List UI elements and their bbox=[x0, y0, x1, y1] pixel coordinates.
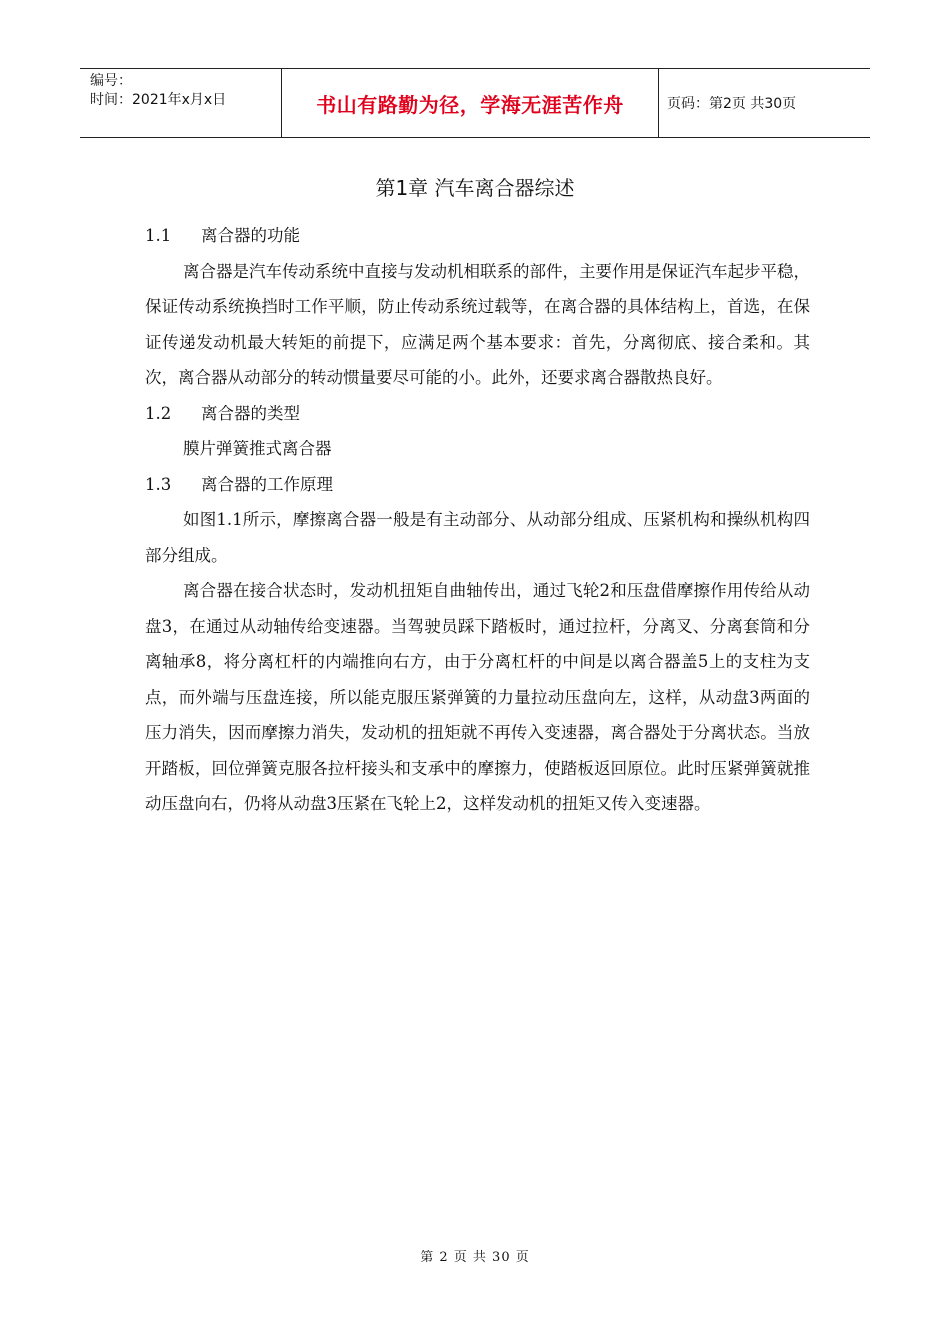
paragraph: 如图1.1所示，摩擦离合器一般是有主动部分、从动部分组成、压紧机构和操纵机构四部分组成。 bbox=[145, 510, 810, 565]
section-heading bbox=[145, 467, 810, 503]
section-number: 1.3 bbox=[145, 474, 172, 494]
paragraph: 离合器是汽车传动系统中直接与发动机相联系的部件，主要作用是保证汽车起步平稳，保证传动系统换挡时工作平顺，防止传动系统过载等，在离合器的具体结构上，首选，在保证传递发动机最大转矩的前提下，应满足两个基本要求：首先，分离彻底、接合柔和。其次，离合器从动部分的转动惯量要尽可能的小。此外，还要求离合器散热良好。 bbox=[145, 261, 810, 387]
header-meta bbox=[80, 69, 282, 137]
page-header bbox=[80, 68, 870, 138]
paragraph: 离合器在接合状态时，发动机扭矩自曲轴传出，通过飞轮2和压盘借摩擦作用传给从动盘3，在通过从动轴传给变速器。当驾驶员踩下踏板时，通过拉杆，分离叉、分离套筒和分离轴承8，将分离杠杆的内端推向右方，由于分离杠杆的中间是以离合器盖5上的支柱为支点，而外端与压盘连接，所以能克服压紧弹簧的力量拉动压盘向左，这样，从动盘3两面的压力消失，因而摩擦力消失，发动机的扭矩就不再传入变速器，离合器处于分离状态。当放开踏板，回位弹簧克服各拉杆接头和支承中的摩擦力，使踏板返回原位。此时压紧弹簧就推动压盘向右，仍将从动盘3压紧在飞轮上2，这样发动机的扭矩又传入变速器。 bbox=[145, 581, 810, 813]
section-number: 1.1 bbox=[145, 226, 172, 245]
header-motto: 书山有路勤为径，学海无涯苦作舟 bbox=[282, 69, 659, 137]
header-page-info: 页码：第2页 共30页 bbox=[667, 96, 797, 112]
document-date: 时间：2021年x月x日 bbox=[90, 92, 227, 108]
document-body bbox=[145, 218, 810, 822]
section-number: 1.2 bbox=[145, 403, 172, 423]
section-title: 离合器的工作原理 bbox=[201, 474, 333, 494]
chapter-title: 第1章 汽车离合器综述 bbox=[375, 176, 575, 200]
page-footer: 第 2 页 共 30 页 bbox=[420, 1250, 530, 1265]
section-title: 离合器的功能 bbox=[201, 226, 300, 245]
section-title: 离合器的类型 bbox=[201, 403, 300, 423]
document-number-label: 编号： bbox=[90, 73, 132, 89]
section-heading bbox=[145, 218, 810, 254]
section-heading bbox=[145, 396, 810, 432]
clutch-type-item: 膜片弹簧推式离合器 bbox=[183, 439, 332, 458]
